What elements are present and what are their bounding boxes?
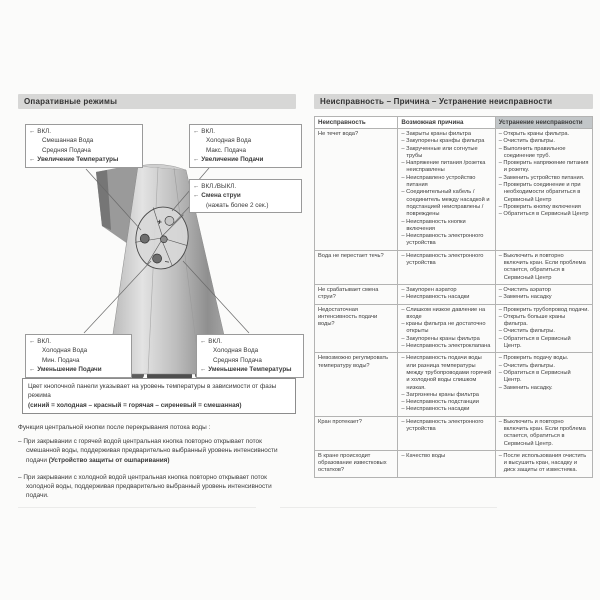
fault-cell: Не срабатывает смена струи? xyxy=(315,284,398,304)
callout-mixed-water-medium-flow xyxy=(25,124,143,168)
cause-cell xyxy=(398,250,495,284)
callout-line: Макс. Подача xyxy=(206,146,247,154)
remedy-item: – После использования очистить и высушить кран, насадку и диск защиты от известняка. xyxy=(498,452,587,474)
cause-item: – Неисправность электронного устройства xyxy=(401,233,484,247)
left-arrow-icon: ← xyxy=(29,338,36,345)
cause-item: – Неисправность электроклапана xyxy=(401,343,491,350)
remedy-item: – Очистить аэратор xyxy=(498,286,551,293)
color-legend-values: (синий = холодная – красный = горячая – сиреневый = смешанная) xyxy=(28,401,242,409)
callout-line: ← ВКЛ. xyxy=(200,338,223,345)
cause-item: – Неисправность электронного устройства xyxy=(401,418,484,432)
left-arrow-icon: ← xyxy=(200,338,207,345)
cause-item: – Закупорены кранфы фильтра xyxy=(401,138,485,145)
table-row xyxy=(315,450,593,477)
cause-item: – Слишком низкое давление на входе xyxy=(401,306,486,320)
callout-line: Мин. Подача xyxy=(42,356,80,364)
column-header: Неисправность xyxy=(315,117,398,129)
cause-cell xyxy=(398,304,495,353)
table-row xyxy=(315,284,593,304)
remedy-item: – Заменить устройство питания. xyxy=(498,174,585,181)
fault-cell: Невозможно регулировать температуру воды? xyxy=(315,353,398,416)
left-arrow-icon: ← xyxy=(29,128,36,135)
remedy-item: – Очистить фильтры. xyxy=(498,362,555,369)
remedy-item: – Проверить кнопку включения xyxy=(498,203,581,210)
cause-item: – Загрязнены краны фильтра xyxy=(401,391,479,398)
remedy-item: – Выполнить правильное соединение труб. xyxy=(498,145,566,159)
callout-line: Средняя Подача xyxy=(213,356,262,364)
cause-item: – Закупорены краны фильтра xyxy=(401,335,480,342)
remedy-item: – Очистить фильтры. xyxy=(498,328,555,335)
cause-item: – Закрученные или согнутые трубы xyxy=(401,145,478,159)
callout-line: Средняя Подача xyxy=(42,146,91,154)
callout-line: ← Увеличение Подачи xyxy=(193,156,264,164)
left-arrow-icon: ← xyxy=(29,156,36,164)
table-row xyxy=(315,129,593,251)
table-row xyxy=(315,416,593,450)
callout-line: Холодная Вода xyxy=(213,347,259,355)
remedy-item: – Очистить фильтры. xyxy=(498,138,555,145)
remedy-item: – Проверить соединение и при необходимости обратиться в Сервисный Центр xyxy=(498,182,581,203)
remedy-item: – Открыть краны фильтра. xyxy=(498,131,570,137)
callout-line: ← Уменьшение Температуры xyxy=(200,366,292,374)
color-legend-text: Цвет кнопочной панели указывает на уровень температуры в зависимости от фазы режима xyxy=(28,383,277,400)
remedy-item: – Обратиться в Сервисный Центр. xyxy=(498,335,571,350)
remedy-item: – Обратиться в Сервисный Центр. xyxy=(498,369,571,384)
callout-line: Холодная Вода xyxy=(206,137,252,145)
callout-line: ← ВКЛ. xyxy=(193,128,216,135)
remedy-cell xyxy=(495,284,592,304)
remedy-cell xyxy=(495,416,592,450)
remedy-item: – Проверить подачу воды. xyxy=(498,355,569,362)
column-header: Возможная причина xyxy=(398,117,495,129)
left-arrow-icon: ← xyxy=(193,183,200,190)
callout-line: ← Смена струи xyxy=(193,192,241,200)
remedy-cell xyxy=(495,304,592,353)
cause-item: – Закупорен аэратор xyxy=(401,286,457,293)
callout-cold-water-medium-flow xyxy=(196,334,304,378)
troubleshooting-table xyxy=(314,116,593,478)
left-arrow-icon: ← xyxy=(193,128,200,135)
cause-cell xyxy=(398,416,495,450)
cause-item: – Неисправность подстанции xyxy=(401,399,479,406)
fault-cell: Вода не перестает течь? xyxy=(315,250,398,284)
callout-line: Холодная Вода xyxy=(42,347,88,355)
callout-line: ← Увеличение Температуры xyxy=(29,156,119,164)
cause-cell xyxy=(398,129,495,251)
remedy-item: – Выключить и повторно включить кран. Если проблема остается, обратиться в Сервисный Центр xyxy=(498,252,586,281)
bullet-bold-note: (Устройство защиты от ошпаривания) xyxy=(48,456,170,464)
callout-line: ← ВКЛ./ВЫКЛ. xyxy=(193,183,237,190)
cause-item: – Неисправность кнопки включения xyxy=(401,218,466,232)
remedy-item: – Заменить насадку xyxy=(498,294,552,301)
remedy-item: – Проверить трубопровод подачи. xyxy=(498,306,589,313)
remedy-item: – Открыть больше краны фильтра. xyxy=(498,313,566,328)
cause-item: – Соединительный кабель /соединитель между насадкой и подстанцией неисправлены / повреждены xyxy=(401,189,490,218)
plus-glyph: + xyxy=(156,217,163,227)
cause-item: – Качество воды xyxy=(401,452,446,459)
fault-cell: Недостаточная интенсивность подачи воды? xyxy=(315,304,398,353)
left-arrow-icon: ← xyxy=(200,366,207,374)
cause-item: – Неисправность насадки xyxy=(401,406,470,413)
cause-item: – Неисправность насадки xyxy=(401,294,470,301)
remedy-item: – Проверить напряжение питания и розетку. xyxy=(498,160,589,174)
table-row xyxy=(315,304,593,353)
callout-line: ← ВКЛ. xyxy=(29,338,52,345)
cause-item: – краны фильтра не достаточно открыты xyxy=(401,321,486,335)
cause-item: – Неисправность электронного устройства xyxy=(401,252,484,267)
cause-item: – Закрыты краны фильтра xyxy=(401,131,471,137)
cause-item: – Неисправлено устройство питания xyxy=(401,174,476,189)
table-header-row xyxy=(315,117,593,129)
remedy-cell xyxy=(495,129,592,251)
minus-glyph: – xyxy=(164,256,170,267)
callout-line: (нажать более 2 сек.) xyxy=(206,201,269,209)
cause-item: – Напряжение питания /розетка неисправлены xyxy=(401,160,486,174)
right-page-footer-rule xyxy=(280,507,497,508)
callout-line: ← ВКЛ. xyxy=(29,128,52,135)
table-row xyxy=(315,250,593,284)
callout-on-off-spray-change xyxy=(189,179,302,213)
left-arrow-icon: ← xyxy=(193,192,200,200)
fault-cell: Кран протекает? xyxy=(315,416,398,450)
right-section-title: Неисправность – Причина – Устранение неисправности xyxy=(314,94,593,109)
column-header: Устранение неисправности xyxy=(495,117,592,129)
remedy-cell xyxy=(495,450,592,477)
remedy-item: – Заменить насадку. xyxy=(498,384,553,391)
fault-cell: В кране происходит образование известковых остатков? xyxy=(315,450,398,477)
callout-cold-water-min-flow xyxy=(25,334,132,378)
callout-line: ← Уменьшение Подачи xyxy=(29,366,102,374)
cause-cell xyxy=(398,284,495,304)
function-bullet: – При закрывании с горячей водой центральная кнопка повторно открывает поток смешанной воды, поддерживая предварительно выбранный уровень интенсивности подачи (Устройство защиты от ошпаривания) xyxy=(18,438,278,464)
color-legend-box xyxy=(22,378,296,414)
callout-cold-water-max-flow xyxy=(189,124,302,168)
remedy-cell xyxy=(495,250,592,284)
cause-item: – Неисправность подачи воды или разница температуры между трубопроводами горячей и холодной воды слишком низкая. xyxy=(401,355,492,391)
remedy-cell xyxy=(495,353,592,416)
left-section-title: Опаративные режимы xyxy=(18,94,296,109)
remedy-item: – Выключить и повторно включить кран. Если проблема остается, обратиться в Сервисный Центр. xyxy=(498,418,586,447)
callout-line: Смешанная Вода xyxy=(42,137,94,145)
center-button-function-title: Функция центральной кнопки после перекрывания потока воды : xyxy=(18,424,211,431)
cause-cell xyxy=(398,450,495,477)
left-arrow-icon: ← xyxy=(29,366,36,374)
function-bullet: – При закрывании с холодной водой центральная кнопка повторно открывает поток холодной воды, поддерживая предварительно выбранный уровень интенсивности подачи. xyxy=(18,473,272,500)
fault-cell: Не течет вода? xyxy=(315,129,398,251)
remedy-item: – Обратиться в Сервисный Центр xyxy=(498,211,589,218)
table-row xyxy=(315,353,593,416)
left-arrow-icon: ← xyxy=(193,156,200,164)
cause-cell xyxy=(398,353,495,416)
